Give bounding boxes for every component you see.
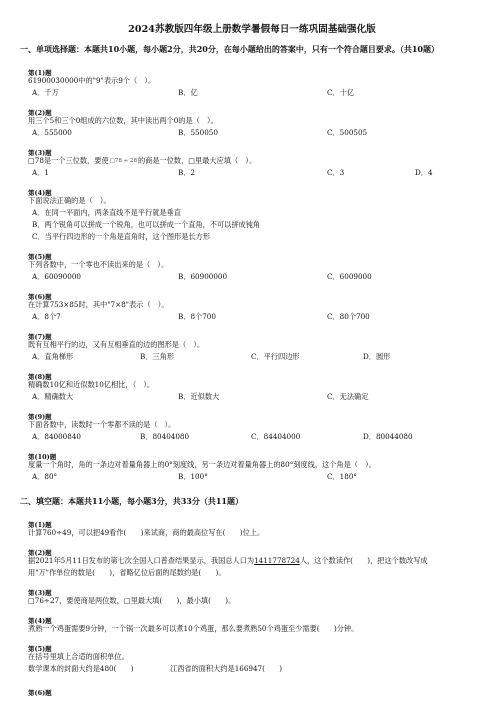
question-number: 第(3)题 xyxy=(28,589,52,597)
question-stem: 下面各数中，读数时一个零都不读的是（ ）。 xyxy=(28,420,176,429)
option-c: C．平行四边形 xyxy=(251,352,300,361)
option-a: A．1 xyxy=(32,168,49,177)
question-stem: 61900030000中的"9"表示9个（ ）。 xyxy=(28,76,156,85)
question-stem-cont: 用"万"作单位的数是( )，省略亿位后面的尾数约是( )。 xyxy=(28,568,226,577)
option-a: A．千万 xyxy=(32,88,59,97)
question-number: 第(4)题 xyxy=(28,617,52,625)
option-a: A．精确数大 xyxy=(32,392,74,401)
option-a: A．84000840 xyxy=(32,432,81,441)
option-c: C．180° xyxy=(327,472,357,481)
question-stem: 据2021年5月11日发布的第七次全国人口普查结果显示，我国总人口为1411778724人，这个数读作( )，把这个数改写成 xyxy=(28,556,428,565)
section-heading-fill: 二、填空题：本题共11小题，每小题3分，共33分（共11题） xyxy=(20,496,243,506)
question-number: 第(8)题 xyxy=(28,373,52,381)
section-heading-choice: 一、单项选择题：本题共10小题，每小题2分，共20分，在每小题给出的答案中，只有一个符合题目要求。（共10题） xyxy=(20,44,439,54)
question-number: 第(6)题 xyxy=(28,293,52,301)
option-a: A．在同一平面内，两条直线不是平行就是垂直 xyxy=(32,208,181,217)
page-title: 2024苏教版四年级上册数学暑假每日一练巩固基础强化版 xyxy=(128,24,376,35)
question-stem: 在计算753×85时，其中"7×8"表示（ ）。 xyxy=(28,300,169,309)
question-stem: □76÷27，要使商是两位数，□里最大填( )，最小填( )。 xyxy=(28,596,236,605)
option-b: B．8个700 xyxy=(178,312,216,321)
question-stem: 精确数10亿和近似数10亿相比，（ ）。 xyxy=(28,380,155,389)
question-stem: 度量一个角时，角的一条边对着量角器上的0°刻度线，另一条边对着量角器上的80°刻度线，这个角是（ ）。 xyxy=(28,460,376,469)
option-c: C．3 xyxy=(327,168,345,177)
question-number: 第(1)题 xyxy=(28,521,52,529)
option-a: A．80° xyxy=(32,472,58,481)
question-number: 第(6)题 xyxy=(28,689,52,697)
question-stem: 下列各数中，一个零也不读出来的是（ ）。 xyxy=(28,260,169,269)
question-number: 第(2)题 xyxy=(28,549,52,557)
option-c: C．当平行四边形的一个角是直角时，这个图形是长方形 xyxy=(32,232,211,241)
question-number: 第(1)题 xyxy=(28,69,52,77)
question-number: 第(3)题 xyxy=(28,149,52,157)
question-number: 第(9)题 xyxy=(28,413,52,421)
option-b: B．近似数大 xyxy=(178,392,220,401)
option-b: B．亿 xyxy=(178,88,198,97)
question-number: 第(5)题 xyxy=(28,253,52,261)
option-b: B．60900000 xyxy=(178,272,228,281)
option-b: B．三角形 xyxy=(140,352,175,361)
question-stem: 煮熟一个鸡蛋需要9分钟，一个锅一次最多可以煮10个鸡蛋，那么要煮熟50个鸡蛋至少需要( )分钟。 xyxy=(28,624,359,633)
option-a: A．直角梯形 xyxy=(32,352,74,361)
option-a: A．8个7 xyxy=(32,312,61,321)
option-b: B．2 xyxy=(178,168,196,177)
option-c: C．6009000 xyxy=(327,272,372,281)
option-d: D．80044080 xyxy=(363,432,413,441)
option-c: C．500505 xyxy=(327,128,368,137)
population-number: 1411778724 xyxy=(254,556,300,565)
question-stem: 用三个5和三个0组成的六位数，其中读出两个0的是（ ）。 xyxy=(28,116,218,125)
option-a: A．555000 xyxy=(32,128,72,137)
option-c: C．十亿 xyxy=(327,88,355,97)
option-c: C．无法确定 xyxy=(327,392,369,401)
question-number: 第(2)题 xyxy=(28,109,52,117)
option-d: D．4 xyxy=(415,168,433,177)
option-c: C．80个700 xyxy=(327,312,370,321)
question-stem: □78是一个三位数，要使□78 ÷ 28的商是一位数，□里最大应填（ ）。 xyxy=(28,156,257,165)
option-b: B．80404080 xyxy=(140,432,190,441)
option-b: B．两个锐角可以拼成一个锐角，也可以拼成一个直角，不可以拼成钝角 xyxy=(32,220,261,229)
question-number: 第(10)题 xyxy=(28,453,57,461)
question-number: 第(5)题 xyxy=(28,645,52,653)
question-stem: 计算760÷49，可以把49看作( )来试商，商的最高位写在( )位上。 xyxy=(28,528,265,537)
option-d: D．圆形 xyxy=(363,352,391,361)
question-stem: 下面说法正确的是（ ）。 xyxy=(28,196,111,205)
option-a: A．60090000 xyxy=(32,272,81,281)
question-stem: 在括号里填上合适的面积单位。 xyxy=(28,652,129,661)
question-stem: 既有互相平行的边，又有互相垂直的边的图形是（ ）。 xyxy=(28,340,205,349)
option-c: C．84404000 xyxy=(251,432,301,441)
option-b: B．550050 xyxy=(178,128,218,137)
question-sub-b: 江西省的面积大约是166947( ) xyxy=(170,664,283,673)
option-b: B．100° xyxy=(178,472,208,481)
question-number: 第(4)题 xyxy=(28,189,52,197)
question-sub-a: 数学课本的封面大约是480( ) xyxy=(28,664,134,673)
question-number: 第(7)题 xyxy=(28,333,52,341)
division-expression: □78 ÷ 28 xyxy=(109,158,137,164)
